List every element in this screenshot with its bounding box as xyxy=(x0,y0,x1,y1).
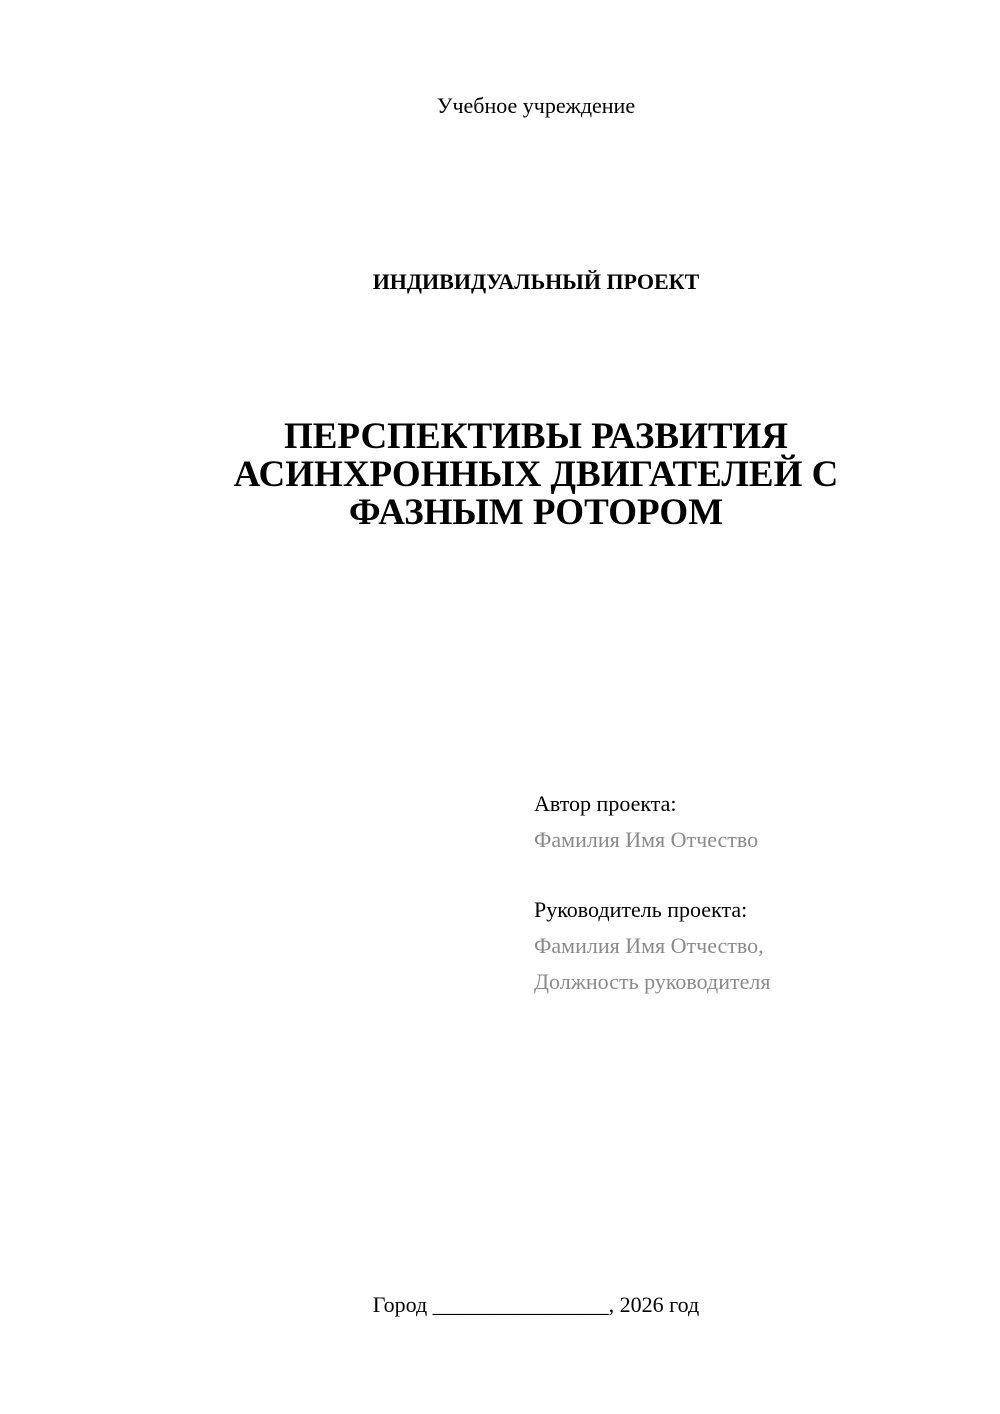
author-label: Автор проекта: xyxy=(534,791,677,816)
city-label: Город xyxy=(372,1292,428,1317)
project-title-line: ФАЗНЫМ РОТОРОМ xyxy=(348,492,724,533)
project-title-line: ПЕРСПЕКТИВЫ РАЗВИТИЯ xyxy=(283,416,789,457)
supervisor-label: Руководитель проекта: xyxy=(534,897,748,922)
author-name: Фамилия Имя Отчество xyxy=(534,827,759,852)
author-block xyxy=(534,786,954,858)
institution-name: Учебное учреждение xyxy=(436,93,636,118)
supervisor-position: Должность руководителя xyxy=(534,969,771,994)
project-title-line: АСИНХРОННЫХ ДВИГАТЕЛЕЙ С xyxy=(233,454,839,495)
city-year-line xyxy=(0,1290,1000,1320)
city-blank: ________________ xyxy=(432,1292,609,1317)
project-title xyxy=(170,418,902,532)
year-text: , 2026 год xyxy=(608,1292,700,1317)
supervisor-block xyxy=(534,892,954,1000)
document-type: ИНДИВИДУАЛЬНЫЙ ПРОЕКТ xyxy=(372,269,700,294)
supervisor-name: Фамилия Имя Отчество, xyxy=(534,933,764,958)
